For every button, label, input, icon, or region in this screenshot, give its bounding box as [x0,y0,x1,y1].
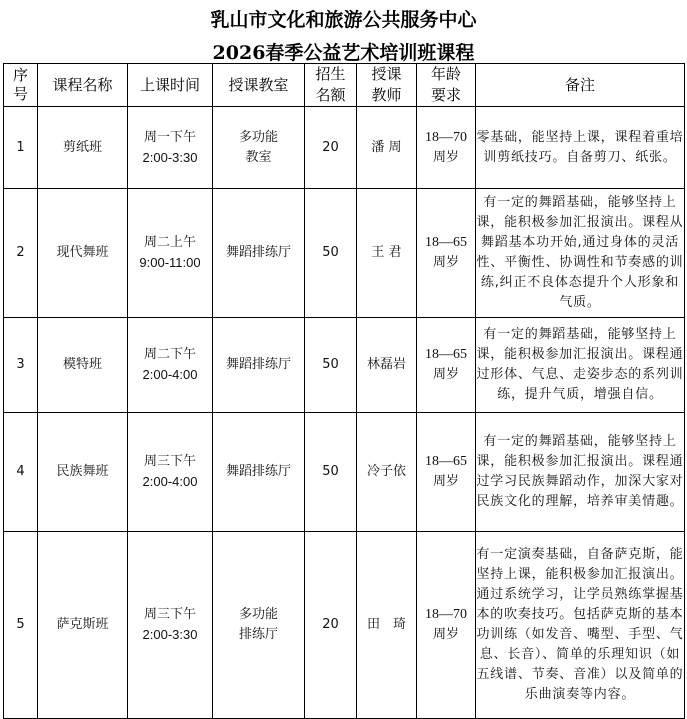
row-notes: 有一定的舞蹈基础，能够坚持上课，能积极参加汇报演出。课程从舞蹈基本功开始,通过身体的灵活性、平衡性、协调性和节奏感的训练,纠正不良体态提升个人形象和气质。 [476,189,685,318]
row-seq: 4 [4,413,38,532]
row-age [417,318,476,413]
row-teacher: 冷子依 [357,413,417,532]
header-age [417,64,476,107]
row-room-l1: 舞蹈排练厅 [225,245,291,260]
row-teacher: 王 君 [357,189,417,318]
row-age-unit: 周岁 [432,149,459,165]
row-room-l1: 舞蹈排练厅 [225,464,291,479]
row-room-l1: 舞蹈排练厅 [225,357,291,372]
row-quota: 50 [305,189,357,318]
row-seq: 3 [4,318,38,413]
row-quota: 50 [305,318,357,413]
table-row [4,318,685,413]
row-time-range: 2:00-3:30 [142,627,198,642]
row-age [417,413,476,532]
header-teacher-l2: 教师 [371,86,402,104]
row-time [128,413,213,532]
row-time-day: 周三下午 [143,454,196,469]
row-seq: 2 [4,189,38,318]
row-age [417,532,476,719]
row-quota: 50 [305,413,357,532]
row-room [213,413,305,532]
row-age-range: 18—65 [425,454,467,469]
row-time-day: 周二下午 [143,347,196,362]
row-notes: 有一定的舞蹈基础，能够坚持上课，能积极参加汇报演出。课程通过学习民族舞蹈动作，加深大家对民族文化的理解，培养审美情趣。 [476,413,685,532]
document-title: 乳山市文化和旅游公共服务中心 [210,9,477,31]
row-age-range: 18—70 [425,129,467,145]
row-room-l2: 教室 [245,149,272,165]
row-time-range: 9:00-11:00 [139,255,201,270]
document-subtitle: 2026春季公益艺术培训班课程 [212,42,475,64]
row-time-range: 2:00-4:00 [142,474,198,489]
row-room [213,532,305,719]
header-seq-label: 序号 [12,66,28,103]
row-room [213,189,305,318]
row-time-day: 周一下午 [143,129,196,145]
table-row [4,107,685,189]
row-teacher: 林磊岩 [357,318,417,413]
row-age-range: 18—65 [425,235,467,250]
row-notes: 有一定的舞蹈基础，能够坚持上课，能积极参加汇报演出。课程通过形体、气息、走姿步态的系列训练，提升气质，增强自信。 [476,318,685,413]
row-teacher: 潘 周 [357,107,417,189]
row-time-range: 2:00-4:00 [142,367,198,382]
row-course: 民族舞班 [38,413,128,532]
row-time [128,189,213,318]
header-room: 授课教室 [213,64,305,107]
row-course: 现代舞班 [38,189,128,318]
header-time: 上课时间 [128,64,213,107]
header-seq [4,64,38,107]
row-time-day: 周二上午 [143,235,196,250]
header-quota [305,64,357,107]
table-row [4,189,685,318]
row-age [417,107,476,189]
row-course: 模特班 [38,318,128,413]
row-room-l1: 多功能 [238,607,278,622]
header-teacher-l1: 授课 [371,65,402,83]
row-age-unit: 周岁 [432,367,459,382]
row-age-unit: 周岁 [432,627,459,642]
header-age-l2: 要求 [430,86,461,104]
row-notes: 有一定演奏基础，自备萨克斯，能坚持上课，能积极参加汇报演出。通过系统学习，让学员熟练掌握基本的吹奏技巧。包括萨克斯的基本功训练（如发音、嘴型、手型、气息、长音）、简单的乐理知识（如五线谱、节奏、音准）以及简单的乐曲演奏等内容。 [476,532,685,719]
row-time-day: 周三下午 [143,607,196,622]
row-age-range: 18—65 [425,347,467,362]
row-age-range: 18—70 [425,607,467,622]
header-notes: 备注 [476,64,685,107]
row-room [213,107,305,189]
row-room [213,318,305,413]
table-row [4,532,685,719]
header-quota-l2: 名额 [315,86,346,104]
row-age-unit: 周岁 [432,255,459,270]
row-course: 萨克斯班 [38,532,128,719]
row-quota: 20 [305,532,357,719]
header-teacher [357,64,417,107]
row-room-l2: 排练厅 [238,627,278,642]
header-course: 课程名称 [38,64,128,107]
row-seq: 5 [4,532,38,719]
header-row [4,64,685,107]
row-time-range: 2:00-3:30 [142,149,198,165]
row-seq: 1 [4,107,38,189]
row-notes: 零基础，能坚持上课，课程着重培训剪纸技巧。自备剪刀、纸张。 [476,107,685,189]
table-row [4,413,685,532]
header-quota-l1: 招生 [315,65,346,83]
header-age-l1: 年龄 [430,65,461,83]
row-teacher: 田 琦 [357,532,417,719]
row-age [417,189,476,318]
row-age-unit: 周岁 [432,474,459,489]
row-time [128,532,213,719]
row-time [128,107,213,189]
row-course: 剪纸班 [38,107,128,189]
row-quota: 20 [305,107,357,189]
row-time [128,318,213,413]
course-schedule-table [3,63,685,719]
row-room-l1: 多功能 [238,129,278,145]
